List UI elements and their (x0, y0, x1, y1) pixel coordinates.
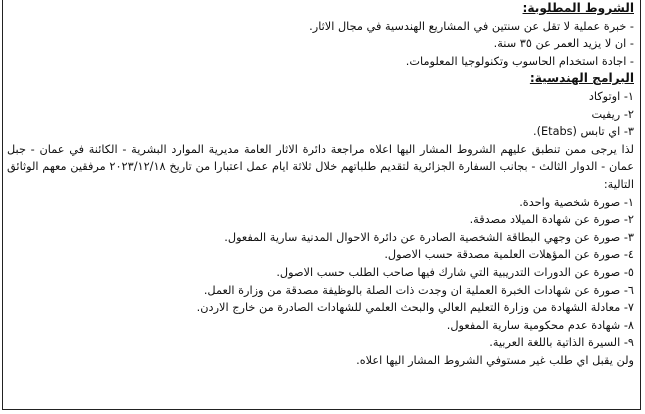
programs-heading: البرامج الهندسية: (529, 71, 634, 86)
document-item-birth-certificate: ٢- صورة عن شهادة الميلاد مصدقة. (469, 213, 634, 227)
document-item-qualifications: ٤- صورة عن المؤهلات العلمية مصدقة حسب الاصول. (384, 248, 634, 262)
requirement-item-age: - ان لا يزيد العمر عن ٣٥ سنة. (493, 37, 634, 51)
instructions-paragraph: لذا يرجى ممن تنطبق عليهم الشروط المشار اليها اعلاه مراجعة دائرة الاثار العامة مديرية الموارد البشرية - الكائنة في عمان - جبل عمان - الدوار الثالث - بجانب السفارة الجزائرية لتقديم طلباتهم خلال ثلاثة ايام عمل اعتبارا من تاريخ ٢٠٢٣/١٢/١٨ مرفقين معهم الوثائق التالية: (7, 142, 634, 191)
job-announcement-document (2, 0, 641, 410)
requirement-item-experience: - خبرة عملية لا تقل عن سنتين في المشاريع الهندسية في مجال الاثار. (309, 19, 634, 33)
program-item-autocad: ١- اوتوكاد (588, 89, 634, 103)
requirement-item-computer-skills: - اجادة استخدام الحاسوب وتكنولوجيا المعلومات. (405, 54, 634, 68)
program-item-revit: ٢- ريفيت (591, 107, 634, 121)
document-item-training-courses: ٥- صورة عن الدورات التدريبية التي شارك فيها صاحب الطلب حسب الاصول. (276, 265, 634, 279)
document-item-id-card: ٣- صورة عن وجهي البطاقة الشخصية الصادرة عن دائرة الاحوال المدنية سارية المفعول. (224, 230, 634, 244)
closing-note: ولن يقبل اي طلب غير مستوفي الشروط المشار اليها اعلاه. (356, 353, 634, 367)
requirements-heading: الشروط المطلوبة: (522, 1, 634, 15)
document-item-experience-certificates: ٦- صورة عن شهادات الخبرة العملية ان وجدت ذات الصلة بالوظيفة مصدقة من وزارة العمل. (203, 283, 634, 297)
program-item-etabs: ٣- اي تابس (Etabs). (533, 125, 634, 139)
document-item-degree-equivalency: ٧- معادلة الشهادة من وزارة التعليم العالي والبحث العلمي للشهادات الصادرة من خارج الاردن. (196, 301, 634, 315)
document-item-cv: ٩- السيرة الذاتية باللغة العربية. (489, 336, 634, 350)
document-item-no-conviction: ٨- شهادة عدم محكومية سارية المفعول. (446, 318, 634, 332)
document-item-photo: ١- صورة شخصية واحدة. (519, 195, 634, 209)
